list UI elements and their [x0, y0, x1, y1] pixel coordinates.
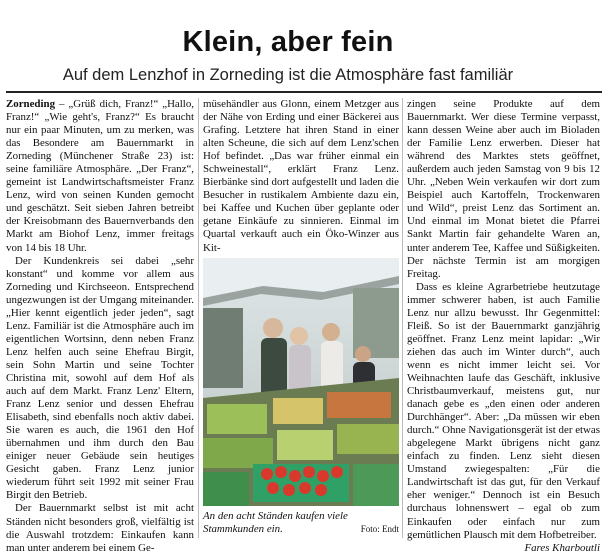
paragraph: zingen seine Produkte auf dem Bauernmarkt. Wer diese Termine verpasst, kann dessen Weine aber auch im Bioladen der Familie Lenz erwerben. Dieser hat während des Marktes stets geöffnet, außerdem auch jeden Samstag von 9 bis 12 Uhr. „Neben Wein verkaufen wir dort zum Beispiel auch Kartoffeln, Trockenwaren und Wild“, preist Lenz das Sortiment an. Und einmal im Monat bietet die Pfarrei Sankt Martin fair gehandelte Waren an, unter anderem Tee, Kaffee und Süßigkeiten. Der nächste Termin ist am morgigen Freitag.	[407, 98, 600, 280]
column-divider	[198, 98, 199, 538]
photo-caption	[203, 510, 399, 536]
article-column-2	[203, 98, 399, 255]
paragraph: Der Bauernmarkt selbst ist mit acht Ständen nicht besonders groß, vielfältig ist die Auswahl trotzdem: Einkaufen kann man unter anderem bei einem Ge-	[6, 502, 194, 554]
paragraph: Dass es kleine Agrarbetriebe heutzutage immer schwerer haben, ist auch Familie Lenz nur allzu bewusst. Ihr Gegenmittel: Fleiß. So ist der Bauernmarkt ganzjährig geöffnet. Franz Lenz meint lapidar: „Wir ziehen das auch im Winter durch“, auch wenn es nicht immer leicht sei. Vor Weihnachten laufe das Geschäft, inklusive Christbaumverkauf, meistens gut, nur danach gebe es „den einen oder anderen Durchhänger“. Aber: „Da müssen wir eben durch.“ Ohne Navigationsgerät ist der etwas abgelegene Markt übrigens nicht ganz einfach zu finden. Lenz sieht diesen Umstand zwiegespalten: „Für die Landwirtschaft ist das gut, für den Verkauf eher weniger.“ Dennoch ist ein Besuch durchaus lohnenswert – egal ob zum Einkaufen oder einfach nur zum gemütlichen Plausch mit dem Hofbetreiber.	[407, 280, 600, 541]
photo-credit: Foto: Endt	[360, 524, 399, 534]
market-photo	[203, 258, 399, 506]
article-column-3	[407, 98, 600, 555]
subheadline: Auf dem Lenzhof in Zorneding ist die Atmosphäre fast familiär	[62, 66, 514, 84]
dateline: Zorneding	[6, 98, 56, 110]
headline: Klein, aber fein	[182, 26, 394, 58]
column-divider	[402, 98, 403, 538]
headline-rule	[6, 91, 602, 93]
paragraph: Der Kundenkreis sei dabei „sehr konstant“ und komme vor allem aus Zorneding und Kirchseeon. Entsprechend ungezwungen ist der Umgang miteinander. „Hier kennt eigentlich jeder jeden“, sagt Lenz. Familiär ist die Atmosphäre auch im eigentlichen Wortsinn, denn neben Franz Lenz helfen auch seine Ehefrau Birgit, sein Sohn Martin und seine Tochter Christina mit, sowohl auf dem Hof als auch auf dem Markt. Franz Lenz' Eltern, Franz Lenz senior und dessen Ehefrau Elisabeth, sind ebenfalls noch aktiv dabei. Sie waren es auch, die 1961 den Hof übernahmen und ihm durch den Bau einiger neuer Gebäude sein heutiges Gesicht gaben. Franz Lenz junior wiederum führt seit 1992 mit seiner Frau Birgit den Betrieb.	[6, 254, 194, 502]
caption-text: An den acht Ständen kaufen viele Stammkunden ein.	[203, 510, 348, 535]
market-photo-illustration	[203, 258, 399, 506]
byline: Fares Kharboutli	[524, 541, 600, 554]
paragraph-text: – „Grüß dich, Franz!“ „Hallo, Franz!“ „Wie geht's, Franz?“ Es braucht nur ein paar Minuten, um zu merken, was das Besondere am Bauernmarkt in Zorneding (Münchener Straße 23) ist: seine familiäre Atmosphäre. „Der Franz“, gemeint ist Landwirtschaftsmeister Franz Lenz, wird von seinen Kunden gemocht und geschätzt. Seit sieben Jahren betreibt der Kreisobmann des Bauernverbands den Markt am Biohof Lenz, immer freitags von 14 bis 18 Uhr.	[6, 98, 194, 254]
paragraph: müsehändler aus Glonn, einem Metzger aus der Nähe von Erding und einer Bäckerei aus Grafing. Letztere hat ihren Stand in einer alten Scheune, die sich auf dem Lenz'schen Hof befindet. „Das war früher einmal ein Schweinestall“, erklärt Franz Lenz. Bierbänke sind dort aufgestellt und laden die Besucher in rustikalem Ambiente dazu ein, bei Kaffee und Kuchen über geplante oder getane Einkäufe zu sinnieren. Einmal im Quartal verkauft auch ein Öko-Winzer aus Kit-	[203, 98, 399, 254]
article-column-1	[6, 98, 194, 555]
paragraph	[6, 98, 194, 255]
